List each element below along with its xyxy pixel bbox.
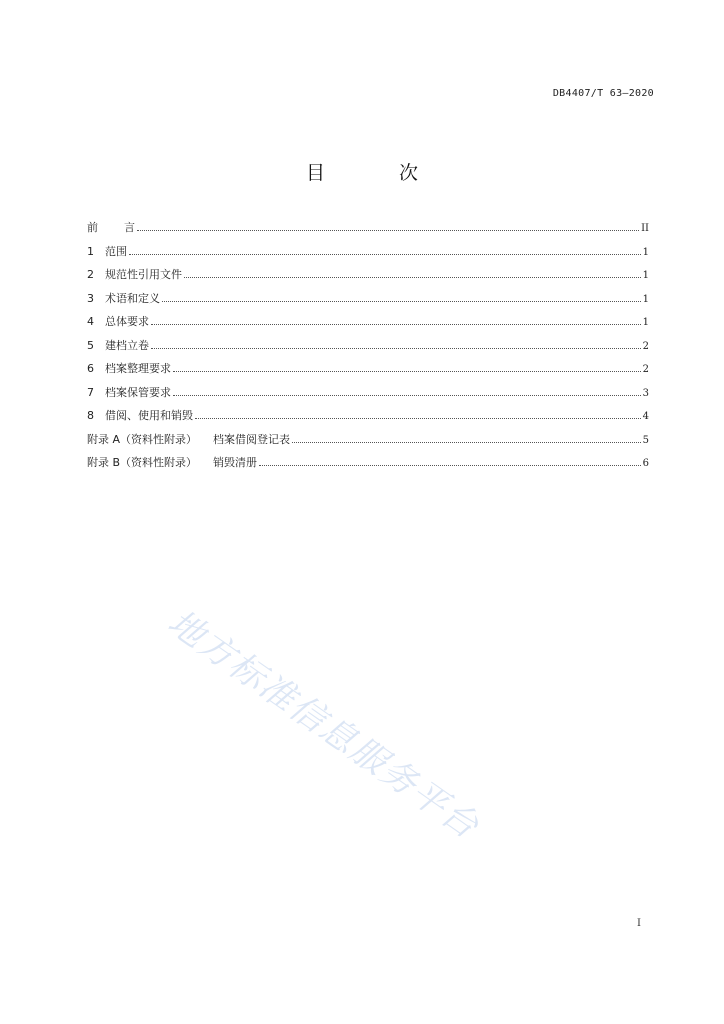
toc-leader <box>129 254 641 255</box>
toc-entry-page: 2 <box>642 340 649 352</box>
toc-entry-label: 术语和定义 <box>105 291 160 305</box>
toc-entry-appendix-b[interactable] <box>87 454 649 478</box>
toc-entry-number: 2 <box>87 268 94 281</box>
toc-entry-page: 2 <box>642 364 649 375</box>
toc-entry-page: II <box>641 223 649 234</box>
toc-entry-number: 1 <box>87 244 94 258</box>
toc-title: 目 次 <box>305 162 453 184</box>
toc-leader <box>259 465 641 466</box>
toc-entry-label: 前 言 <box>87 221 135 234</box>
toc-entry-label: 规范性引用文件 <box>105 268 182 281</box>
toc-entry-page: 1 <box>642 317 649 328</box>
toc-entry-scope[interactable] <box>87 243 649 267</box>
toc-entry-page: 1 <box>642 246 649 258</box>
toc-leader <box>195 418 641 419</box>
toc-entry-label: 档案整理要求 <box>105 362 171 375</box>
toc-entry-label: 总体要求 <box>105 315 149 328</box>
toc-appendix-label: 附录 B（资料性附录） <box>87 456 198 469</box>
toc-entry-normative-references[interactable] <box>87 266 649 290</box>
toc-entry-page: 5 <box>642 434 649 446</box>
toc-entry-foreword[interactable] <box>87 219 649 243</box>
toc-entry-number: 8 <box>87 409 94 422</box>
toc-entry-number: 5 <box>87 338 94 352</box>
toc-entry-page: 4 <box>642 411 649 422</box>
toc-leader <box>184 277 641 278</box>
toc-entry-borrowing-use-destruction[interactable] <box>87 407 649 431</box>
toc-leader <box>173 395 641 396</box>
toc-entry-general-requirements[interactable] <box>87 313 649 337</box>
toc-leader <box>292 442 641 443</box>
toc-entry-label: 借阅、使用和销毁 <box>105 409 193 422</box>
toc-entry-page: 1 <box>642 270 649 281</box>
watermark: 地方标准信息服务平台 <box>160 602 487 848</box>
toc-entry-page: 1 <box>642 293 649 305</box>
toc-list <box>87 219 649 478</box>
toc-entry-number: 4 <box>87 315 94 328</box>
toc-appendix-title: 销毁清册 <box>213 456 258 469</box>
toc-entry-appendix-a[interactable] <box>87 431 649 455</box>
toc-entry-number: 6 <box>87 362 94 375</box>
toc-entry-archive-organization[interactable] <box>87 360 649 384</box>
document-code: DB4407/T 63—2020 <box>552 88 654 99</box>
page-number: I <box>637 918 641 929</box>
toc-entry-label: 建档立卷 <box>105 338 149 352</box>
toc-entry-number: 3 <box>87 291 94 305</box>
toc-entry-page: 6 <box>642 458 649 469</box>
toc-leader <box>137 230 639 231</box>
toc-leader <box>173 371 641 372</box>
toc-entry-page: 3 <box>642 387 649 399</box>
toc-entry-label: 档案保管要求 <box>105 385 171 399</box>
toc-entry-label: 范围 <box>105 244 127 258</box>
toc-leader <box>151 348 641 349</box>
toc-appendix-title: 档案借阅登记表 <box>213 432 291 446</box>
toc-leader <box>151 324 641 325</box>
toc-entry-archive-storage[interactable] <box>87 384 649 408</box>
toc-entry-terms-definitions[interactable] <box>87 290 649 314</box>
toc-entry-number: 7 <box>87 385 94 399</box>
toc-entry-filing[interactable] <box>87 337 649 361</box>
toc-leader <box>162 301 641 302</box>
toc-appendix-label: 附录 A（资料性附录） <box>87 432 198 446</box>
